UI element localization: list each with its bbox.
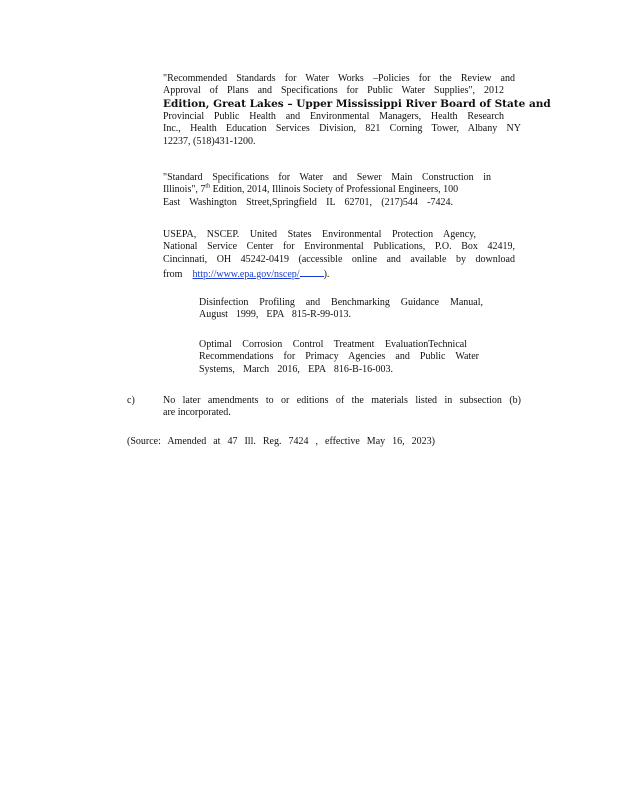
source-note-text: (Source: Amended at 47 Ill. Reg. 7424 , effective May 16, 2023)	[127, 436, 435, 447]
subsection-c-line-2: are incorporated.	[163, 407, 231, 418]
subsection-c-line-1: No later amendments to or editions of the materials listed in subsection (b)	[163, 395, 521, 406]
ref3-line-1: USEPA, NSCEP. United States Environmental Protection Agency,	[163, 229, 476, 240]
sub2-line-2: Recommendations for Primacy Agencies and Public Water	[199, 351, 479, 362]
ref1-line-1: "Recommended Standards for Water Works –Policies for the Review and	[163, 73, 515, 84]
ref2-line-1: "Standard Specifications for Water and Sewer Main Construction in	[163, 172, 491, 183]
ref1-line-2: Approval of Plans and Specifications for Public Water Supplies", 2012	[163, 85, 504, 96]
ref1-line-6: 12237, (518)431-1200.	[163, 136, 256, 147]
subsection-c-label: c)	[127, 395, 135, 406]
ref2-line-3: East Washington Street,Springfield IL 62701, (217)544 -7424.	[163, 197, 453, 208]
ref2-edition-superscript: th	[205, 183, 211, 190]
ref1-line-5: Inc., Health Education Services Division, 821 Corning Tower, Albany NY	[163, 123, 521, 134]
ref3-line-3: Cincinnati, OH 45242-0419 (accessible online and available by download	[163, 254, 515, 265]
nscep-link[interactable]: http://www.epa.gov/nscep/	[192, 269, 300, 280]
link-underline-trail	[300, 267, 324, 277]
sub1-line-2: August 1999, EPA 815-R-99-013.	[199, 309, 351, 320]
ref3-line-4	[163, 267, 329, 279]
ref2-line-2	[163, 184, 458, 196]
ref2-line-2-b: Edition, 2014, Illinois Society of Professional Engineers, 100	[210, 184, 459, 195]
sub2-line-3: Systems, March 2016, EPA 816-B-16-003.	[199, 364, 393, 375]
sub1-line-1: Disinfection Profiling and Benchmarking Guidance Manual,	[199, 297, 483, 308]
ref1-line-4: Provincial Public Health and Environmental Managers, Health Research	[163, 111, 504, 122]
sub2-line-1: Optimal Corrosion Control Treatment EvaluationTechnical	[199, 339, 467, 350]
ref3-line-4-suffix: ).	[323, 269, 330, 280]
ref1-line-3: Edition, Great Lakes – Upper Mississippi River Board of State and	[163, 98, 551, 110]
ref2-line-2-a: Illinois", 7	[163, 184, 206, 195]
ref3-line-2: National Service Center for Environmental Publications, P.O. Box 42419,	[163, 241, 515, 252]
ref3-from-label: from	[163, 269, 183, 280]
